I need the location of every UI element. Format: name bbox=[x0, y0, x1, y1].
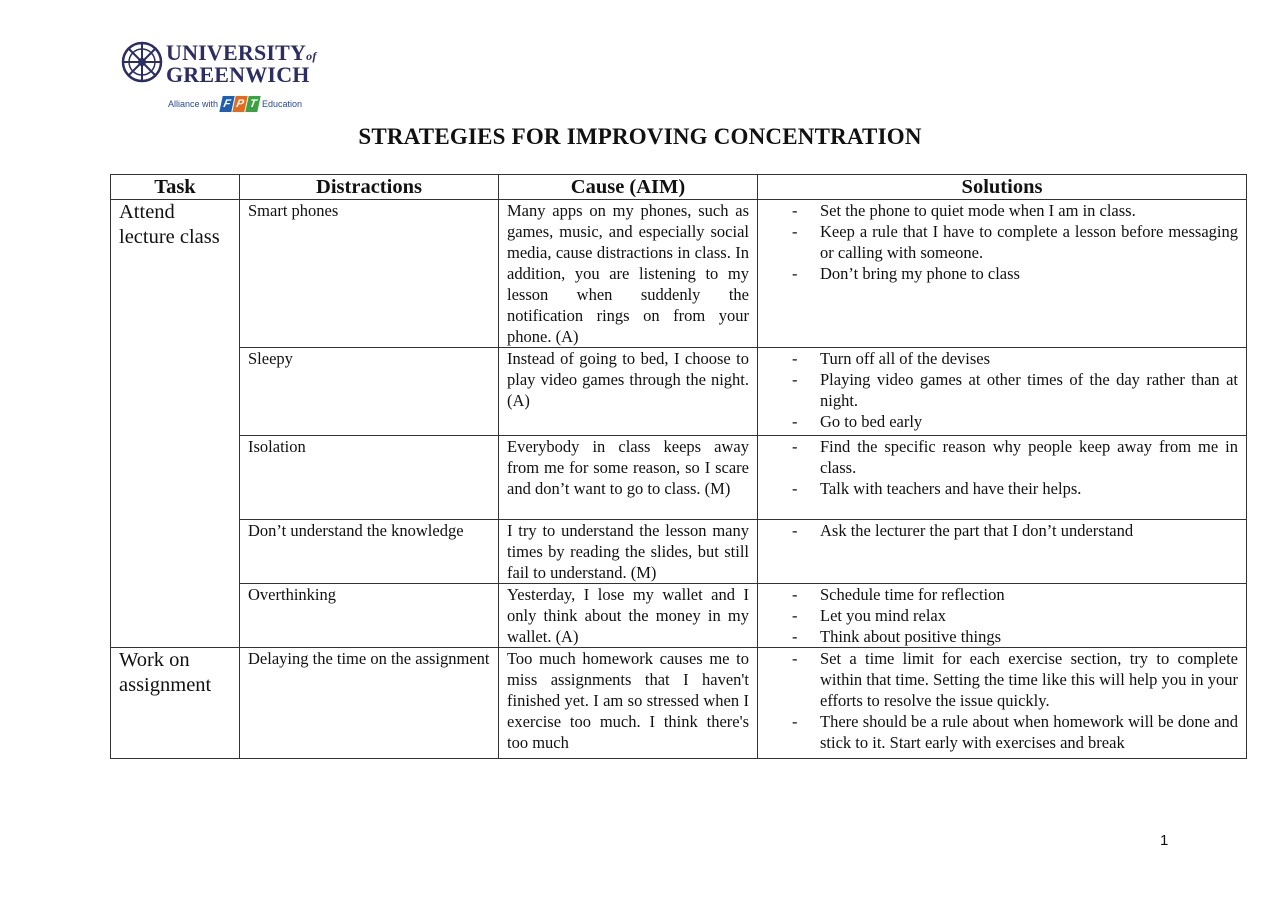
solution-item: - Turn off all of the devises bbox=[766, 348, 1238, 369]
university-logo bbox=[120, 38, 320, 120]
solution-item: - Go to bed early bbox=[766, 411, 1238, 432]
logo-greenwich-text: GREENWICH bbox=[166, 62, 310, 87]
fpt-logo bbox=[221, 96, 259, 112]
distraction-cell: Sleepy bbox=[240, 348, 499, 436]
solutions-cell bbox=[758, 648, 1247, 759]
solutions-cell bbox=[758, 520, 1247, 584]
fpt-letter-t: T bbox=[245, 96, 260, 112]
table-row bbox=[111, 520, 1247, 584]
solutions-cell bbox=[758, 348, 1247, 436]
alliance-prefix: Alliance with bbox=[168, 99, 219, 109]
cause-cell: Instead of going to bed, I choose to play video games through the night. (A) bbox=[499, 348, 758, 436]
distraction-cell: Overthinking bbox=[240, 584, 499, 648]
page-number: 1 bbox=[1160, 832, 1169, 849]
header-solutions: Solutions bbox=[758, 175, 1247, 200]
solutions-clip bbox=[766, 648, 1238, 753]
solution-item: - Playing video games at other times of the day rather than at night. bbox=[766, 369, 1238, 411]
fpt-letter-f: F bbox=[219, 96, 234, 112]
solution-item: - Don’t bring my phone to class bbox=[766, 263, 1238, 284]
university-crest-icon bbox=[120, 40, 164, 84]
task-cell: Attend lecture class bbox=[111, 200, 240, 648]
solution-item: - Find the specific reason why people keep away from me in class. bbox=[766, 436, 1238, 478]
solutions-cell bbox=[758, 436, 1247, 520]
solution-item: - Schedule time for reflection bbox=[766, 584, 1238, 605]
solution-item: - Set a time limit for each exercise section, try to complete within that time. Setting the time like this will help you in your efforts to resolve the issue quickly. bbox=[766, 648, 1238, 711]
cause-text: Too much homework causes me to miss assignments that I haven't finished yet. I am so stressed when I exercise too much. I think there's too much bbox=[507, 649, 749, 752]
cause-cell: Everybody in class keeps away from me for some reason, so I scare and don’t want to go to class. (M) bbox=[499, 436, 758, 520]
cause-cell: Many apps on my phones, such as games, music, and especially social media, cause distractions in class. In addition, you are listening to my lesson when suddenly the notification rings on from your phone. (A) bbox=[499, 200, 758, 348]
solution-item: - Ask the lecturer the part that I don’t understand bbox=[766, 520, 1238, 541]
header-cause: Cause (AIM) bbox=[499, 175, 758, 200]
solutions-cell bbox=[758, 584, 1247, 648]
table-row bbox=[111, 436, 1247, 520]
distraction-cell: Don’t understand the knowledge bbox=[240, 520, 499, 584]
logo-university-text: UNIVERSITYof bbox=[166, 40, 317, 65]
header-distractions: Distractions bbox=[240, 175, 499, 200]
distraction-cell: Delaying the time on the assignment bbox=[240, 648, 499, 759]
table-row bbox=[111, 648, 1247, 759]
distraction-cell: Isolation bbox=[240, 436, 499, 520]
cause-cell: I try to understand the lesson many times by reading the slides, but still fail to understand. (M) bbox=[499, 520, 758, 584]
alliance-badge bbox=[168, 96, 302, 112]
cause-cell bbox=[499, 648, 758, 759]
header-task: Task bbox=[111, 175, 240, 200]
task-cell: Work on assignment bbox=[111, 648, 240, 759]
solutions-cell bbox=[758, 200, 1247, 348]
table-row bbox=[111, 200, 1247, 348]
solution-item: - Talk with teachers and have their helps. bbox=[766, 478, 1238, 499]
strategies-table bbox=[110, 174, 1247, 759]
table-header-row bbox=[111, 175, 1247, 200]
solution-item: - Set the phone to quiet mode when I am in class. bbox=[766, 200, 1238, 221]
distraction-cell: Smart phones bbox=[240, 200, 499, 348]
fpt-letter-p: P bbox=[232, 96, 247, 112]
solution-item: - There should be a rule about when homework will be done and stick to it. Start early with exercises and break bbox=[766, 711, 1238, 753]
alliance-suffix: Education bbox=[262, 99, 303, 109]
solution-item: - Keep a rule that I have to complete a lesson before messaging or calling with someone. bbox=[766, 221, 1238, 263]
table-row bbox=[111, 584, 1247, 648]
table-row bbox=[111, 348, 1247, 436]
page-title: STRATEGIES FOR IMPROVING CONCENTRATION bbox=[358, 124, 922, 149]
solution-item: - Think about positive things bbox=[766, 626, 1238, 647]
solution-item: - Let you mind relax bbox=[766, 605, 1238, 626]
cause-cell: Yesterday, I lose my wallet and I only think about the money in my wallet. (A) bbox=[499, 584, 758, 648]
